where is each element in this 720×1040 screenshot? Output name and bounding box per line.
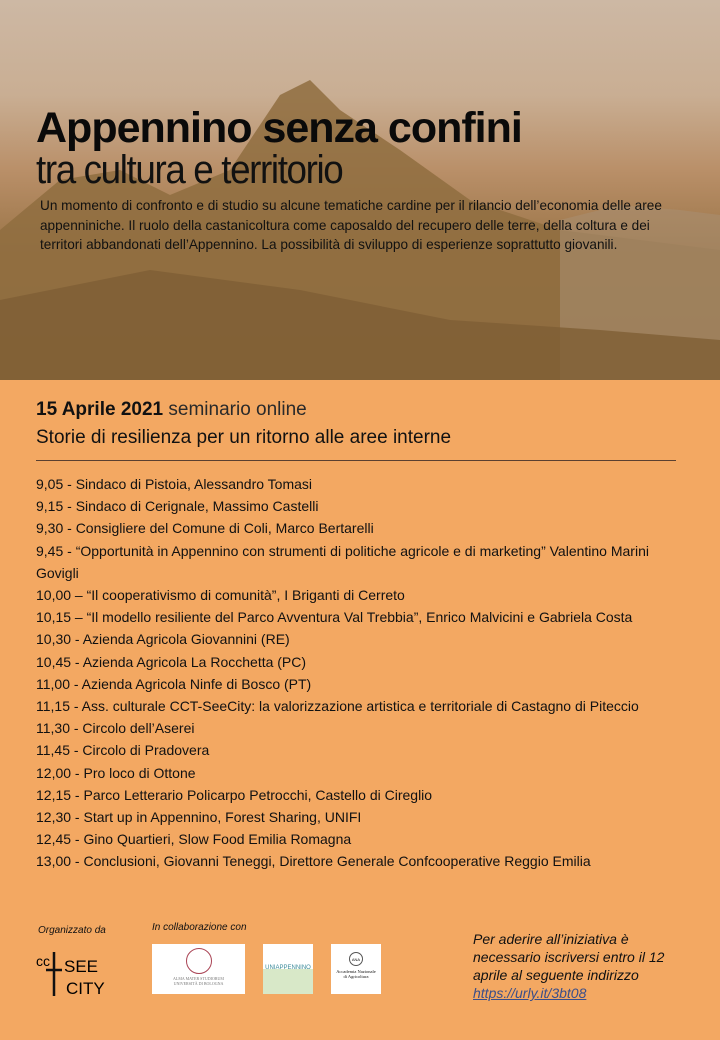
agenda-item: 12,30 - Start up in Appennino, Forest Sharing, UNIFI (36, 809, 362, 826)
agenda-item: 11,30 - Circolo dell’Aserei (36, 720, 195, 737)
signup-info (473, 930, 673, 1002)
svg-text:CITY: CITY (66, 979, 105, 998)
seal-icon (186, 948, 212, 974)
agenda-list (36, 473, 686, 873)
agenda-item: 12,15 - Parco Letterario Policarpo Petrocchi, Castello di Cireglio (36, 786, 433, 803)
signup-link[interactable]: https://urly.it/3bt08 (473, 985, 587, 1001)
agenda-item: 9,30 - Consigliere del Comune di Coli, Marco Bertarelli (36, 520, 374, 537)
agenda-item: 12,00 - Pro loco di Ottone (36, 764, 196, 781)
divider (36, 460, 676, 461)
agenda-item: 10,30 - Azienda Agricola Giovannini (RE) (36, 631, 290, 648)
page-title: Appennino senza confini (36, 104, 522, 152)
signup-text: Per aderire all’iniziativa è necessario iscriversi entro il 12 aprile al seguente indirizzo (473, 931, 665, 983)
agenda-item: 10,00 – “Il cooperativismo di comunità”, I Briganti di Cerreto (36, 587, 405, 604)
svg-text:SEE: SEE (64, 957, 99, 976)
ana-logo: ANA Accademia Nazionale di Agricoltura (331, 944, 381, 994)
agenda-item: 10,15 – “Il modello resiliente del Parco Avventura Val Trebbia”, Enrico Malvicini e Gabriela Costa (36, 609, 633, 626)
agenda-item: 10,45 - Azienda Agricola La Rocchetta (PC) (36, 653, 307, 670)
hero-photo (0, 0, 720, 380)
event-date-line (36, 399, 307, 421)
agenda-item: 13,00 - Conclusioni, Giovanni Teneggi, Direttore Generale Confcooperative Reggio Emilia (36, 853, 591, 870)
organized-by-label: Organizzato da (38, 925, 106, 936)
agenda-item: 9,45 - “Opportunità in Appennino con strumenti di politiche agricole e di marketing” Valentino Marini Govigli (36, 542, 649, 581)
uniappennino-logo: UNIAPPENNINO (263, 944, 313, 994)
page-subtitle: tra cultura e territorio (36, 148, 343, 192)
agenda-item: 11,00 - Azienda Agricola Ninfe di Bosco (PT) (36, 675, 312, 692)
svg-text:cc: cc (36, 953, 50, 969)
intro-text: Un momento di confronto e di studio su alcune tematiche cardine per il rilancio dell’economia delle aree appenniniche. Il ruolo della castanicoltura come caposaldo del recupero delle terre, della coltura e dei territori abbandonati dell’Appennino. La possibilità di sviluppo di esperienze soprattutto giovanili. (40, 198, 662, 252)
seecity-logo (36, 948, 111, 1000)
event-type: seminario online (168, 399, 307, 420)
agenda-item: 9,05 - Sindaco di Pistoia, Alessandro Tomasi (36, 476, 313, 492)
event-date: 15 Aprile 2021 (36, 399, 164, 420)
agenda-item: 9,15 - Sindaco di Cerignale, Massimo Castelli (36, 498, 319, 515)
unibo-logo: ALMA MATER STUDIORUM UNIVERSITÀ DI BOLOGNA (152, 944, 245, 994)
event-theme: Storie di resilienza per un ritorno alle aree interne (36, 427, 452, 448)
agenda-item: 11,15 - Ass. culturale CCT-SeeCity: la valorizzazione artistica e territoriale di Castagno di Piteccio (36, 698, 639, 715)
collab-label: In collaborazione con (152, 922, 247, 933)
agenda-item: 11,45 - Circolo di Pradovera (36, 742, 210, 759)
agenda-item: 12,45 - Gino Quartieri, Slow Food Emilia Romagna (36, 831, 352, 848)
